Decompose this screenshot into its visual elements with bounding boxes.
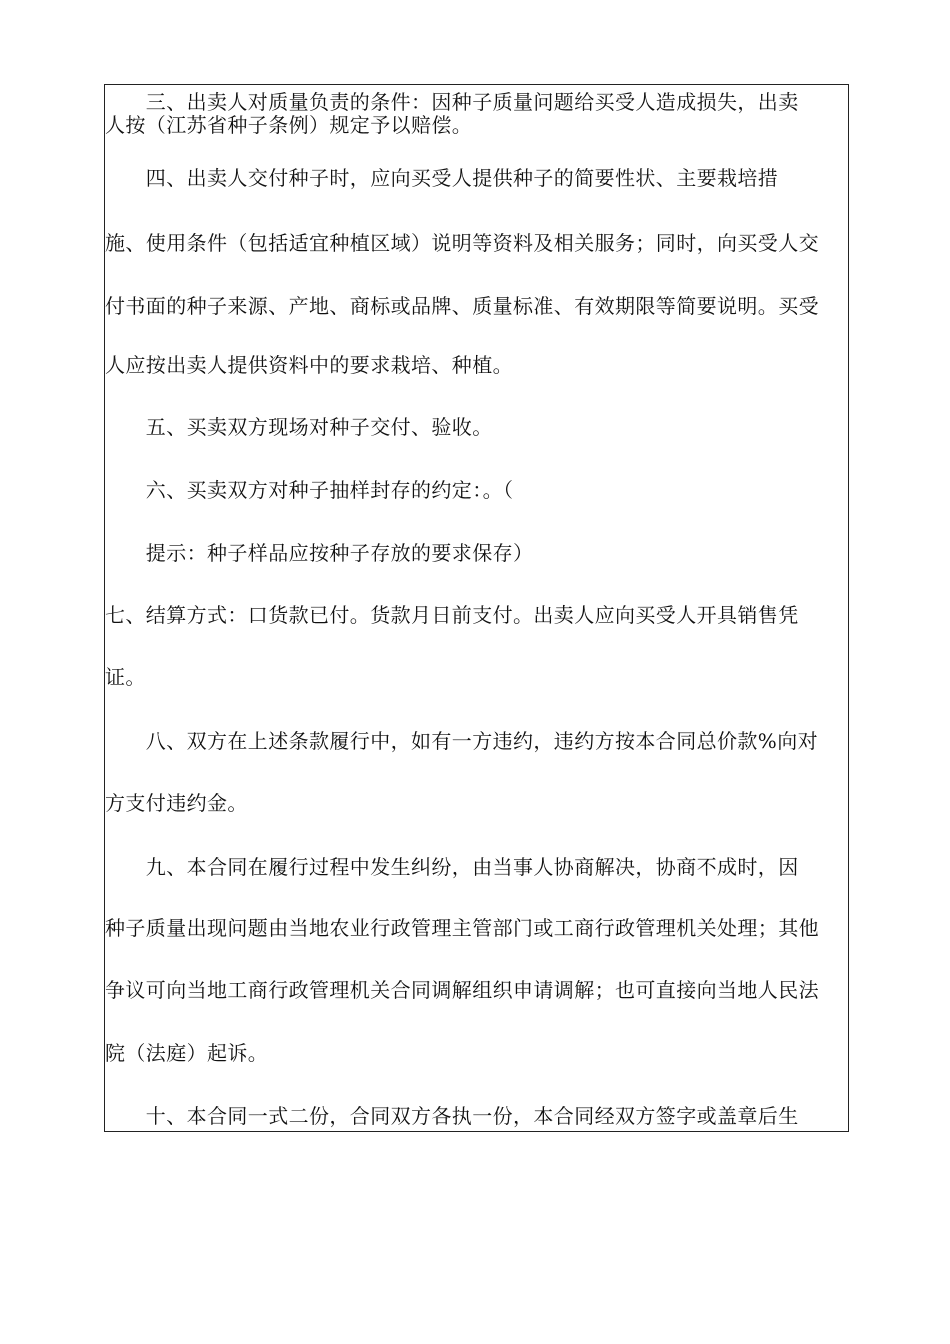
clause-7-line-1: 七、结算方式：口货款已付。货款月日前支付。出卖人应向买受人开具销售凭 xyxy=(105,603,799,627)
clause-4-line-1: 四、出卖人交付种子时，应向买受人提供种子的简要性状、主要栽培措 xyxy=(105,166,779,190)
clause-9-line-1: 九、本合同在履行过程中发生纠纷，由当事人协商解决，协商不成时，因 xyxy=(105,855,799,879)
clause-4-line-4: 人应按出卖人提供资料中的要求栽培、种植。 xyxy=(105,353,513,377)
clause-3-line-2: 人按（江苏省种子条例）规定予以赔偿。 xyxy=(105,113,473,137)
clause-6-hint-line: 提示：种子样品应按种子存放的要求保存） xyxy=(105,541,534,565)
clause-8-line-2: 方支付违约金。 xyxy=(105,791,248,815)
clause-8-line-1: 八、双方在上述条款履行中，如有一方违约，违约方按本合同总价款%向对 xyxy=(105,729,819,753)
clause-5-line-1: 五、买卖双方现场对种子交付、验收。 xyxy=(105,415,493,439)
contract-text-frame xyxy=(104,84,849,1132)
clause-4-line-3: 付书面的种子来源、产地、商标或品牌、质量标准、有效期限等简要说明。买受 xyxy=(105,294,819,318)
clause-3-line-1: 三、出卖人对质量负责的条件：因种子质量问题给买受人造成损失，出卖 xyxy=(105,90,799,114)
clause-9-line-2: 种子质量出现问题由当地农业行政管理主管部门或工商行政管理机关处理；其他 xyxy=(105,916,819,940)
clause-10-line-1: 十、本合同一式二份，合同双方各执一份，本合同经双方签字或盖章后生 xyxy=(105,1104,799,1128)
clause-9-line-3: 争议可向当地工商行政管理机关合同调解组织申请调解；也可直接向当地人民法 xyxy=(105,978,819,1002)
clause-9-line-4: 院（法庭）起诉。 xyxy=(105,1041,269,1065)
clause-7-line-2: 证。 xyxy=(105,665,146,689)
clause-4-line-2: 施、使用条件（包括适宜种植区域）说明等资料及相关服务；同时，向买受人交 xyxy=(105,231,819,255)
clause-6-line-1: 六、买卖双方对种子抽样封存的约定：。（ xyxy=(105,478,514,502)
